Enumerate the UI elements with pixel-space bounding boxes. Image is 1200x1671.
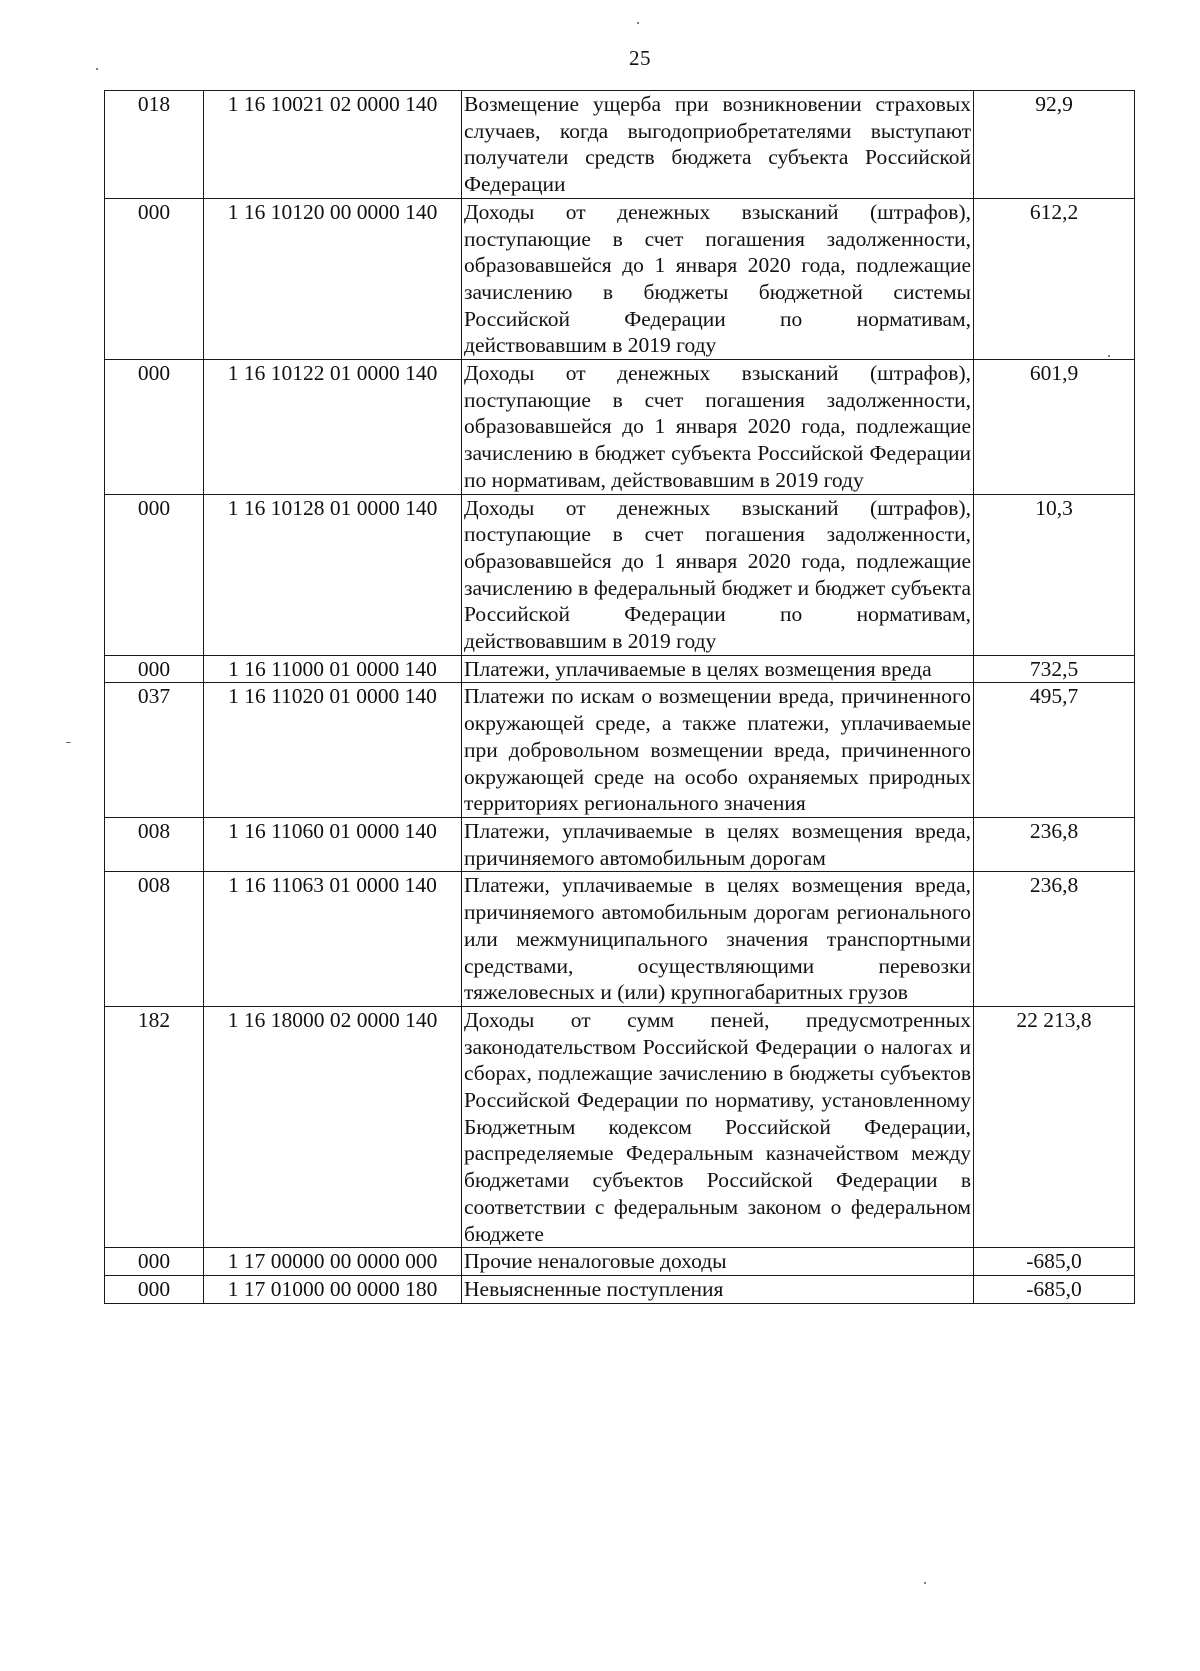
admin-code-cell: 000 xyxy=(105,494,204,655)
budget-classification-code-cell: 1 17 00000 00 0000 000 xyxy=(204,1248,462,1276)
admin-code-cell: 000 xyxy=(105,1275,204,1303)
admin-code-cell: 000 xyxy=(105,1248,204,1276)
admin-code-cell: 000 xyxy=(105,360,204,495)
scan-speck xyxy=(924,1582,926,1584)
amount-cell: 236,8 xyxy=(974,872,1135,1007)
revenue-name-cell: Платежи, уплачиваемые в целях возмещения вреда, причиняемого автомобильным дорогам регионального или межмуниципального значения транспортными средствами, осуществляющими перевозки тяжеловесных и (или) крупногабаритных грузов xyxy=(462,872,974,1007)
amount-cell: -685,0 xyxy=(974,1248,1135,1276)
table-row xyxy=(105,494,1135,655)
admin-code-cell: 182 xyxy=(105,1006,204,1247)
table-row xyxy=(105,198,1135,359)
budget-classification-code-cell: 1 16 11060 01 0000 140 xyxy=(204,817,462,871)
admin-code-cell: 018 xyxy=(105,91,204,199)
amount-cell: 10,3 xyxy=(974,494,1135,655)
scan-speck xyxy=(96,68,98,70)
budget-classification-code-cell: 1 17 01000 00 0000 180 xyxy=(204,1275,462,1303)
budget-classification-code-cell: 1 16 11063 01 0000 140 xyxy=(204,872,462,1007)
revenue-name-cell: Возмещение ущерба при возникновении страховых случаев, когда выгодоприобретателями выступают получатели средств бюджета субъекта Российской Федерации xyxy=(462,91,974,199)
amount-cell: -685,0 xyxy=(974,1275,1135,1303)
scan-speck xyxy=(1108,355,1110,357)
table-row xyxy=(105,1006,1135,1247)
table-row xyxy=(105,817,1135,871)
revenue-name-cell: Доходы от сумм пеней, предусмотренных законодательством Российской Федерации о налогах и сборах, подлежащие зачислению в бюджеты субъектов Российской Федерации по нормативу, установленному Бюджетным кодексом Российской Федерации, распределяемые Федеральным казначейством между бюджетами субъектов Российской Федерации в соответствии с федеральным законом о федеральном бюджете xyxy=(462,1006,974,1247)
revenue-name-cell: Прочие неналоговые доходы xyxy=(462,1248,974,1276)
table-row xyxy=(105,91,1135,199)
admin-code-cell: 008 xyxy=(105,872,204,1007)
budget-classification-code-cell: 1 16 10122 01 0000 140 xyxy=(204,360,462,495)
table-row xyxy=(105,683,1135,818)
amount-cell: 495,7 xyxy=(974,683,1135,818)
amount-cell: 612,2 xyxy=(974,198,1135,359)
admin-code-cell: 008 xyxy=(105,817,204,871)
revenue-name-cell: Доходы от денежных взысканий (штрафов), поступающие в счет погашения задолженности, образовавшейся до 1 января 2020 года, подлежащие зачислению в бюджеты бюджетной системы Российской Федерации по нормативам, действовавшим в 2019 году xyxy=(462,198,974,359)
revenue-name-cell: Доходы от денежных взысканий (штрафов), поступающие в счет погашения задолженности, образовавшейся до 1 января 2020 года, подлежащие зачислению в федеральный бюджет и бюджет субъекта Российской Федерации по нормативам, действовавшим в 2019 году xyxy=(462,494,974,655)
table-row xyxy=(105,360,1135,495)
admin-code-cell: 000 xyxy=(105,198,204,359)
amount-cell: 236,8 xyxy=(974,817,1135,871)
budget-classification-code-cell: 1 16 10120 00 0000 140 xyxy=(204,198,462,359)
table-row xyxy=(105,1275,1135,1303)
admin-code-cell: 037 xyxy=(105,683,204,818)
amount-cell: 601,9 xyxy=(974,360,1135,495)
scan-speck xyxy=(637,22,639,24)
amount-cell: 732,5 xyxy=(974,655,1135,683)
budget-classification-code-cell: 1 16 11000 01 0000 140 xyxy=(204,655,462,683)
revenue-name-cell: Платежи по искам о возмещении вреда, причиненного окружающей среде, а также платежи, уплачиваемые при добровольном возмещении вреда, причиненного окружающей среде на особо охраняемых природных территориях регионального значения xyxy=(462,683,974,818)
table-row xyxy=(105,872,1135,1007)
revenue-name-cell: Доходы от денежных взысканий (штрафов), поступающие в счет погашения задолженности, образовавшейся до 1 января 2020 года, подлежащие зачислению в бюджет субъекта Российской Федерации по нормативам, действовавшим в 2019 году xyxy=(462,360,974,495)
revenue-name-cell: Платежи, уплачиваемые в целях возмещения вреда xyxy=(462,655,974,683)
revenue-name-cell: Платежи, уплачиваемые в целях возмещения вреда, причиняемого автомобильным дорогам xyxy=(462,817,974,871)
amount-cell: 92,9 xyxy=(974,91,1135,199)
revenue-name-cell: Невыясненные поступления xyxy=(462,1275,974,1303)
budget-classification-code-cell: 1 16 10128 01 0000 140 xyxy=(204,494,462,655)
scan-speck xyxy=(66,742,71,743)
page-number: 25 xyxy=(629,46,651,70)
amount-cell: 22 213,8 xyxy=(974,1006,1135,1247)
budget-classification-code-cell: 1 16 10021 02 0000 140 xyxy=(204,91,462,199)
budget-revenue-table xyxy=(104,90,1135,1304)
table-row xyxy=(105,655,1135,683)
budget-classification-code-cell: 1 16 18000 02 0000 140 xyxy=(204,1006,462,1247)
admin-code-cell: 000 xyxy=(105,655,204,683)
budget-classification-code-cell: 1 16 11020 01 0000 140 xyxy=(204,683,462,818)
table-row xyxy=(105,1248,1135,1276)
